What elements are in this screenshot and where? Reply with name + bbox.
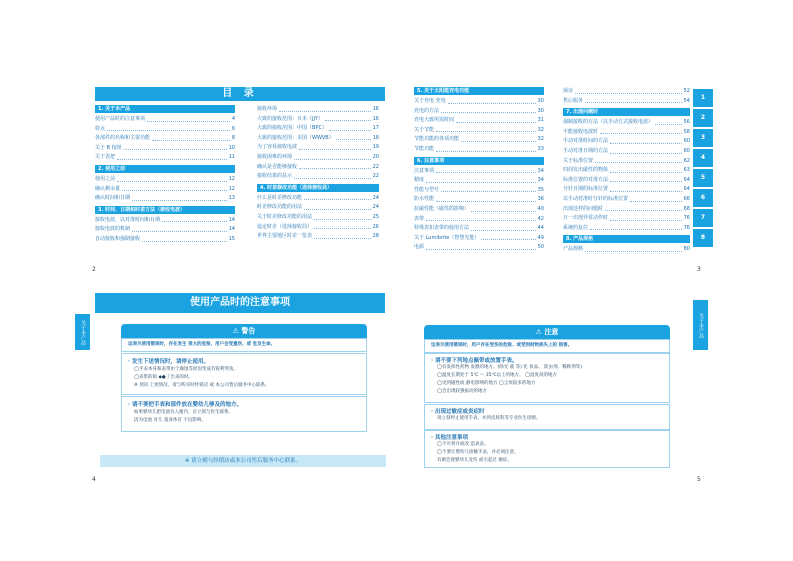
toc-leader-dots xyxy=(436,197,536,202)
toc-leader-dots xyxy=(585,98,682,103)
caution-label: 注意 xyxy=(544,328,559,336)
toc-entry-label: 世界主要地区时差一览表 xyxy=(257,233,313,240)
notice-line: 有刺会使婴幼儿受伤 或引起过 敏症。 xyxy=(437,458,512,463)
warning-icon: ⚠ xyxy=(535,328,542,336)
toc-entry-label: 关于 Lumibrite（智慧光能） xyxy=(414,234,480,241)
toc-entry[interactable] xyxy=(563,176,690,184)
caution-header xyxy=(424,325,670,339)
toc-entry-label: 接收环境 xyxy=(257,106,278,112)
toc-section-heading: 1. 关于本产品 xyxy=(95,105,235,113)
toc-entry-page: 80 xyxy=(683,246,690,253)
toc-section-heading: 7. 出现问题时 xyxy=(563,108,690,116)
toc-entry-page: 49 xyxy=(537,234,544,241)
toc-entry-label: 使用之前 xyxy=(95,176,116,182)
toc-leader-dots xyxy=(436,168,536,173)
toc-leader-dots xyxy=(441,187,536,192)
toc-leader-dots xyxy=(461,137,536,142)
toc-entry-page: 56 xyxy=(683,119,690,126)
toc-leader-dots xyxy=(117,155,227,160)
toc-entry[interactable] xyxy=(563,97,690,105)
toc-leader-dots xyxy=(122,186,227,191)
toc-entry[interactable] xyxy=(95,235,235,243)
toc-leader-dots xyxy=(299,145,371,150)
toc-entry-label: 确认时间和日期 xyxy=(95,195,131,202)
toc-entry-page: 22 xyxy=(372,163,379,170)
toc-entry-label: 关于 B 按钮 xyxy=(95,144,122,151)
notice-line: ◯有发挥性药物 发散的地方。(除光 液 等) 化 妆品、 防虫剂、稀释剂等) xyxy=(437,365,582,370)
toc-entry-page: 31 xyxy=(537,117,544,124)
toc-entry-label: 精度 xyxy=(414,177,425,184)
toc-entry-page: 68 xyxy=(683,205,690,212)
toc-entry[interactable] xyxy=(563,185,690,193)
toc-entry-page: 12 xyxy=(228,185,235,192)
toc-entry-label: 确认剩余量 xyxy=(95,185,121,192)
toc-leader-dots xyxy=(655,120,682,125)
toc-leader-dots xyxy=(456,118,536,123)
toc-entry-label: 以手动对准时分针的标准位置 xyxy=(563,196,629,202)
toc-leader-dots xyxy=(595,158,682,163)
toc-entry-label: 接收电波，以对准时间和日期 xyxy=(95,216,161,223)
toc-entry[interactable] xyxy=(414,107,544,115)
toc-entry-label: 注意事项 xyxy=(414,167,435,174)
toc-entry[interactable] xyxy=(563,137,690,145)
warning-section-2-title-text: 请不要把手表和部件放在婴幼儿够及的地方。 xyxy=(132,402,243,408)
toc-leader-dots xyxy=(610,149,682,154)
toc-entry-page: 35 xyxy=(537,186,544,193)
toc-leader-dots xyxy=(585,247,682,252)
toc-leader-dots xyxy=(426,245,536,250)
page-number-4: 4 xyxy=(92,476,96,483)
toc-entry-page: 11 xyxy=(228,154,235,161)
toc-entry[interactable] xyxy=(95,144,235,152)
toc-leader-dots xyxy=(590,225,682,230)
bullet-icon: · xyxy=(431,358,434,364)
toc-section-heading: 3. 时间、日期和时差方法（接收电波） xyxy=(95,206,235,214)
toc-entry-label: 节能功能的各项功能 xyxy=(414,136,460,143)
toc-section-heading: 8. 产品规格 xyxy=(563,235,690,243)
toc-entry-page: 16 xyxy=(372,115,379,122)
toc-leader-dots xyxy=(325,116,371,121)
toc-leader-dots xyxy=(162,217,227,222)
footer-note: ※ 请立刻与经销店或本公司售后服务中心联系。 xyxy=(184,458,302,464)
toc-entry[interactable] xyxy=(95,194,235,202)
toc-entry-page: 66 xyxy=(683,196,690,202)
toc-entry-label: 大致的接收范围：美国（WWVB） xyxy=(257,134,334,141)
toc-leader-dots xyxy=(124,145,227,150)
toc-entry-page: 42 xyxy=(537,215,544,222)
toc-leader-dots xyxy=(471,226,536,231)
toc-entry-page: 32 xyxy=(537,136,544,143)
toc-entry-page: 64 xyxy=(683,186,690,193)
page-number-5: 5 xyxy=(697,476,701,483)
toc-leader-dots xyxy=(132,227,227,232)
toc-entry[interactable] xyxy=(563,214,690,222)
toc-entry-label: 关于节能 xyxy=(414,126,435,133)
toc-entry[interactable] xyxy=(257,232,379,240)
side-tab-label: 关于本产品 xyxy=(698,312,704,338)
toc-entry[interactable] xyxy=(414,116,544,124)
toc-entry-page: 6 xyxy=(231,125,235,132)
toc-leader-dots xyxy=(279,107,371,112)
toc-entry-label: 各部件的名称和主要功能 xyxy=(95,135,151,142)
section-tab-1[interactable]: 1 xyxy=(693,89,713,107)
toc-entry[interactable] xyxy=(257,223,379,231)
toc-entry-label: 关于标准位置 xyxy=(563,157,594,164)
toc-entry[interactable] xyxy=(95,134,235,142)
toc-entry-page: 24 xyxy=(372,194,379,201)
bullet-icon: · xyxy=(128,402,131,408)
toc-leader-dots xyxy=(314,224,371,229)
caution-section-1-title-text: 请不要下列地点佩带或放置手表。 xyxy=(435,358,518,364)
toc-entry-page: 32 xyxy=(537,126,544,133)
notice-line: 因为电池 对儿 童身体有 不良影响。 xyxy=(134,418,206,423)
toc-entry[interactable] xyxy=(563,195,690,203)
toc-entry[interactable] xyxy=(563,166,690,174)
warning-section-1 xyxy=(121,353,367,395)
toc-entry-page: 44 xyxy=(537,225,544,232)
toc-entry-label: 不能接收电波时 xyxy=(563,128,599,135)
toc-entry-page: 33 xyxy=(537,146,544,152)
toc-leader-dots xyxy=(107,126,230,131)
toc-entry[interactable] xyxy=(414,167,544,175)
toc-leader-dots xyxy=(304,195,371,200)
toc-entry-label: 时差修改功能的用法 xyxy=(257,204,303,211)
toc-entry[interactable] xyxy=(414,224,544,232)
toc-entry[interactable] xyxy=(95,115,235,123)
toc-entry-page: 34 xyxy=(537,167,544,174)
toc-entry-label: 出现这样的问题时 xyxy=(563,205,604,212)
toc-leader-dots xyxy=(299,164,371,169)
warning-section-2 xyxy=(121,396,367,432)
toc-entry-label: 充电大致所需时间 xyxy=(414,117,455,124)
toc-entry-page: 13 xyxy=(228,195,235,202)
toc-leader-dots xyxy=(117,177,227,182)
bullet-icon: · xyxy=(431,435,434,441)
section-tab-2[interactable]: 2 xyxy=(693,109,713,127)
notice-line: ◯手表本身和表带由于腐蚀等原因变成有锐利突角。 xyxy=(134,367,239,372)
toc-entry[interactable] xyxy=(563,128,690,136)
toc-leader-dots xyxy=(294,174,371,179)
toc-entry[interactable] xyxy=(95,175,235,183)
toc-leader-dots xyxy=(471,207,536,212)
section-tab-6[interactable]: 6 xyxy=(693,189,713,207)
toc-leader-dots xyxy=(426,216,536,221)
caution-intro: 这表示使用错误时，用户存在受伤的危险、或受到财物损失上的 损害。 xyxy=(431,343,573,348)
toc-entry-page: 30 xyxy=(537,107,544,114)
toc-entry-label: 关于时差修改功能的用法 xyxy=(257,214,313,220)
notice-line: ◯受到磁性或 静电影响的地方 ◯尘埃较多的地方 xyxy=(437,381,536,386)
toc-entry-page: 10 xyxy=(228,144,235,151)
toc-entry[interactable] xyxy=(257,172,379,180)
warning-section-1-title-text: 发生下述情况时，请停止使用。 xyxy=(132,359,210,365)
caution-section-2-title-text: 出现过敏症或炎症时 xyxy=(435,409,485,415)
toc-leader-dots xyxy=(314,234,371,239)
toc-leader-dots xyxy=(426,178,536,183)
section-tab-4[interactable]: 4 xyxy=(693,149,713,167)
section-tab-8[interactable]: 8 xyxy=(693,229,713,247)
toc-section-heading: 5. 关于太阳能充电功能 xyxy=(414,87,544,95)
toc-section-heading: 4. 时差修改功能（选择接收局） xyxy=(257,184,379,192)
toc-entry[interactable] xyxy=(257,105,379,113)
toc-entry-label: 强制接收的方法（以手动方式接收电波） xyxy=(563,119,654,126)
toc-leader-dots xyxy=(610,177,682,182)
toc-entry-page: 64 xyxy=(683,176,690,183)
toc-leader-dots xyxy=(441,108,536,113)
toc-entry-label: 手动对准时间的方法 xyxy=(563,138,609,145)
warning-section-1-title xyxy=(122,354,366,366)
toc-leader-dots xyxy=(481,235,535,240)
caution-section-3-title-text: 其他注意事项 xyxy=(435,435,469,441)
notice-line: ◯不要让婴幼儿接触手表，并必须注意。 xyxy=(437,450,519,455)
toc-entry[interactable] xyxy=(257,134,379,142)
toc-entry[interactable] xyxy=(563,147,690,155)
section-tab-7[interactable]: 7 xyxy=(693,209,713,227)
caution-section-1 xyxy=(424,353,670,403)
toc-leader-dots xyxy=(448,99,536,104)
toc-entry-page: 14 xyxy=(228,226,235,233)
toc-entry[interactable] xyxy=(563,118,690,126)
toc-entry-page: 60 xyxy=(683,148,690,154)
toc-entry-page: 15 xyxy=(228,236,235,242)
toc-entry[interactable] xyxy=(95,153,235,161)
toc-entry[interactable] xyxy=(414,234,544,242)
toc-leader-dots xyxy=(329,126,371,131)
toc-leader-dots xyxy=(610,216,682,221)
toc-entry[interactable] xyxy=(95,216,235,224)
toc-leader-dots xyxy=(630,197,682,202)
toc-leader-dots xyxy=(610,168,682,173)
toc-entry[interactable] xyxy=(95,125,235,133)
caution-section-2 xyxy=(424,404,670,430)
toc-entry-page: 60 xyxy=(683,138,690,145)
warning-section-2-title xyxy=(122,397,366,409)
toc-entry-label: 特殊表扣表带的使用方法 xyxy=(414,225,470,232)
toc-entry-label: 充电的方法 xyxy=(414,107,440,114)
toc-entry-page: 54 xyxy=(683,97,690,104)
warning-label: 警告 xyxy=(241,327,256,335)
toc-leader-dots xyxy=(314,215,371,220)
toc-entry-page: 76 xyxy=(683,224,690,231)
toc-entry[interactable] xyxy=(414,145,544,153)
toc-entry-label: 关于表把 xyxy=(95,154,116,161)
toc-entry-label: 电源 xyxy=(414,244,425,251)
warning-intro-box xyxy=(121,338,367,352)
toc-entry-label: 特点 xyxy=(95,125,106,132)
page-number-2: 2 xyxy=(92,266,96,273)
toc-entry-label: 四周发出磁性的物体 xyxy=(563,167,609,174)
toc-entry[interactable] xyxy=(257,163,379,171)
toc-entry[interactable] xyxy=(257,213,379,221)
toc-entry[interactable] xyxy=(257,203,379,211)
toc-entry[interactable] xyxy=(95,185,235,193)
toc-entry-page: 52 xyxy=(683,88,690,94)
toc-entry-label: 什么是时差修改功能 xyxy=(257,194,303,201)
section-tabs xyxy=(693,87,713,257)
toc-entry-page: 58 xyxy=(683,128,690,135)
toc-entry-label: 确认是否能够接收 xyxy=(257,163,298,170)
toc-entry-label: 系统的复位 xyxy=(563,224,589,231)
caution-intro-box xyxy=(424,339,670,353)
notice-line: 请立刻停止使用手表，并到皮肤科等专业医生诊断。 xyxy=(437,416,541,421)
toc-entry-page: 4 xyxy=(231,116,235,122)
toc-entry-page: 18 xyxy=(372,134,379,141)
toc-entry-label: 性能与型号 xyxy=(414,186,440,193)
caution-section-1-title xyxy=(425,354,669,364)
toc-entry-label: 使用产品时的注意事项 xyxy=(95,116,146,122)
caution-section-2-title xyxy=(425,405,669,415)
toc-entry[interactable] xyxy=(414,126,544,134)
toc-entry[interactable] xyxy=(257,153,379,161)
toc-title: 目 录 xyxy=(222,88,258,99)
notice-line: ◯表带的销 ◆●了出来的时。 xyxy=(134,375,193,380)
toc-entry-label: 防水性能 xyxy=(414,196,435,203)
toc-entry[interactable] xyxy=(414,215,544,223)
toc-entry[interactable] xyxy=(257,115,379,123)
toc-entry-page: 26 xyxy=(372,223,379,230)
toc-entry-label: 接收结果的显示 xyxy=(257,173,293,180)
notice-line: ※ 须向 上述情况，请与购买时经销店 或 本公司售后服务中心联系。 xyxy=(134,383,270,388)
section-tab-5[interactable]: 5 xyxy=(693,169,713,187)
toc-entry-label: 售后服务 xyxy=(563,97,584,104)
toc-entry[interactable] xyxy=(414,97,544,105)
toc-leader-dots xyxy=(600,129,682,134)
page-number-3: 3 xyxy=(697,266,701,273)
toc-entry-label: 产品规格 xyxy=(563,246,584,253)
toc-leader-dots xyxy=(336,135,371,140)
toc-entry-page: 22 xyxy=(372,173,379,180)
toc-entry[interactable] xyxy=(414,205,544,213)
toc-entry-label: 万一出现异常动作时 xyxy=(563,215,609,222)
toc-entry-page: 19 xyxy=(372,144,379,151)
toc-section-heading: 2. 使用之前 xyxy=(95,165,235,173)
toc-leader-dots xyxy=(152,136,230,141)
toc-section-heading: 6. 注意事项 xyxy=(414,157,544,165)
notice-line: ◯温度长期处于 5℃ ～ 35℃以上的地方。 ◯湿度高的地方 xyxy=(437,373,557,378)
notice-line: ◯不可将开或改 造表表。 xyxy=(437,442,489,447)
toc-entry-page: 8 xyxy=(231,135,235,142)
toc-leader-dots xyxy=(294,155,371,160)
toc-leader-dots xyxy=(610,139,682,144)
toc-entry[interactable] xyxy=(414,186,544,194)
side-tab-label: 关于本产品 xyxy=(80,319,86,345)
toc-entry[interactable] xyxy=(563,245,690,253)
bullet-icon: · xyxy=(431,409,434,415)
toc-entry-page: 16 xyxy=(372,106,379,112)
toc-entry[interactable] xyxy=(414,135,544,143)
toc-entry-page: 12 xyxy=(228,176,235,182)
toc-entry[interactable] xyxy=(257,124,379,132)
toc-entry-label: 保证 xyxy=(563,88,574,94)
warning-intro: 这表示使用错误时，存在发生 很大的危险，用户会受重伤、或 危及生命。 xyxy=(128,342,276,347)
toc-entry[interactable] xyxy=(95,225,235,233)
toc-entry-page: 17 xyxy=(372,125,379,132)
page-title: 使用产品时的注意事项 xyxy=(190,297,290,308)
bullet-icon: · xyxy=(128,359,131,365)
toc-entry-label: 标准位置的对准方法 xyxy=(563,176,609,183)
toc-entry-page: 36 xyxy=(537,196,544,203)
toc-entry-page: 50 xyxy=(537,244,544,251)
toc-leader-dots xyxy=(132,196,227,201)
toc-entry[interactable] xyxy=(414,176,544,184)
toc-entry-page: 25 xyxy=(372,214,379,220)
toc-entry[interactable] xyxy=(257,143,379,151)
toc-leader-dots xyxy=(575,89,682,94)
toc-entry-page: 63 xyxy=(683,167,690,174)
toc-entry[interactable] xyxy=(414,243,544,251)
toc-entry-page: 14 xyxy=(228,216,235,223)
toc-entry-label: 自动接收和强制接收 xyxy=(95,236,141,242)
toc-entry-page: 24 xyxy=(372,204,379,211)
warning-header xyxy=(121,324,367,338)
toc-entry-page: 34 xyxy=(537,177,544,184)
toc-entry-page: 20 xyxy=(372,154,379,160)
section-tab-3[interactable]: 3 xyxy=(693,129,713,147)
toc-entry-label: 大致的接收范围：中国（BPC） xyxy=(257,125,327,132)
toc-entry-label: 设定时差（选择接收局） xyxy=(257,223,313,230)
notice-line: 如果婴幼儿把电池吞入腹内，应立刻与医生联系。 xyxy=(134,410,233,415)
toc-leader-dots xyxy=(605,206,682,211)
toc-entry-label: 手动对准日期的方法 xyxy=(563,148,609,154)
toc-entry-label: 为了容易接收电波 xyxy=(257,144,298,151)
toc-entry-page: 62 xyxy=(683,157,690,164)
toc-entry-label: 关于充电 充电 xyxy=(414,98,446,104)
toc-entry[interactable] xyxy=(563,205,690,213)
toc-entry-label: 接收困难的环境 xyxy=(257,154,293,160)
toc-entry[interactable] xyxy=(563,224,690,232)
toc-leader-dots xyxy=(147,117,230,122)
toc-entry[interactable] xyxy=(563,87,690,95)
toc-entry[interactable] xyxy=(414,195,544,203)
caution-section-3 xyxy=(424,430,670,468)
toc-entry-label: 表带 xyxy=(414,215,425,222)
toc-entry[interactable] xyxy=(257,194,379,202)
toc-entry-label: 抗磁性能（磁性的影响） xyxy=(414,206,470,212)
toc-leader-dots xyxy=(142,237,227,242)
toc-entry-page: 40 xyxy=(537,206,544,212)
toc-entry-page: 30 xyxy=(537,98,544,104)
warning-icon: ⚠ xyxy=(232,327,239,335)
toc-entry-label: 节能功能 xyxy=(414,146,435,152)
toc-leader-dots xyxy=(610,187,682,192)
caution-section-3-title xyxy=(425,431,669,441)
toc-entry-label: 大致的接收范围：日本（JJY） xyxy=(257,115,324,122)
toc-leader-dots xyxy=(436,127,536,132)
toc-entry-label: 接收电波的机制 xyxy=(95,226,131,233)
notice-line: ◯会出现较强振动的地方 xyxy=(437,389,488,394)
toc-entry-label: 分针日期的标准位置 xyxy=(563,186,609,193)
toc-entry[interactable] xyxy=(563,157,690,165)
toc-leader-dots xyxy=(304,205,371,210)
toc-entry-page: 28 xyxy=(372,233,379,240)
toc-entry-page: 76 xyxy=(683,215,690,222)
toc-leader-dots xyxy=(436,147,536,152)
